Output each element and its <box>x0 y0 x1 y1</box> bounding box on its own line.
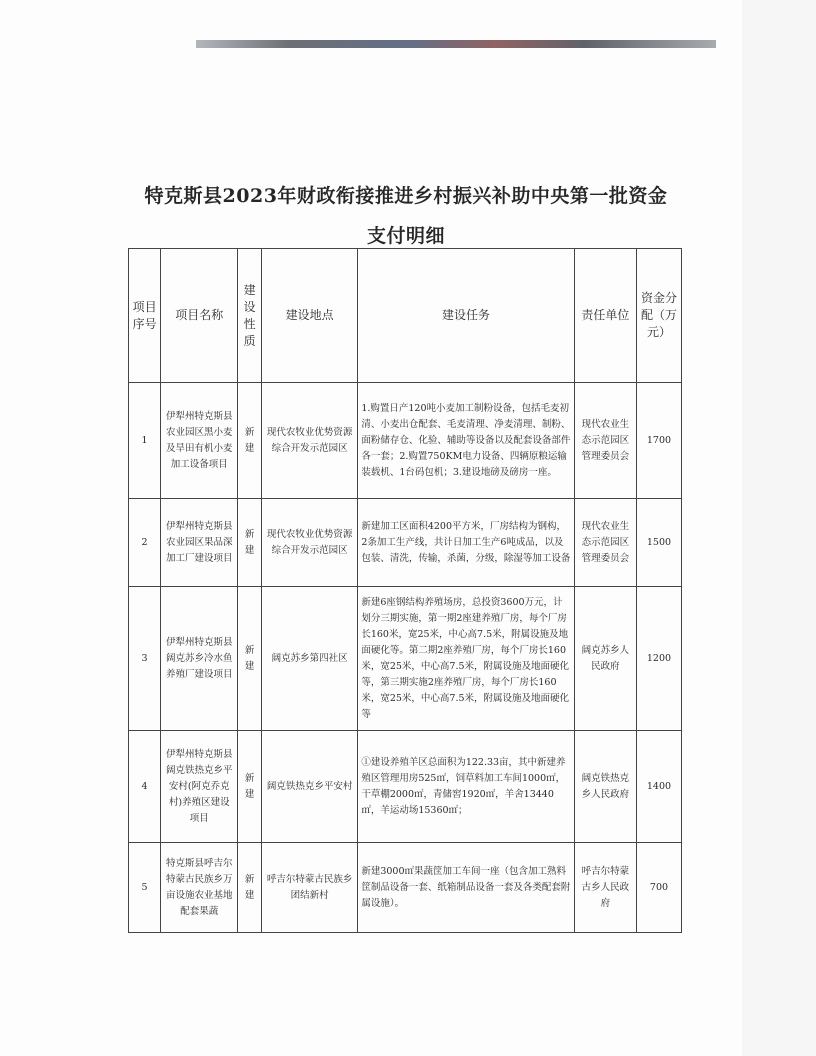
title-line-2: 支付明细 <box>366 225 445 247</box>
cell-name: 伊犁州特克斯县阔克苏乡冷水鱼养殖厂建设项目 <box>161 587 238 731</box>
header-location: 建设地点 <box>261 249 357 383</box>
cell-name: 伊犁州特克斯县农业园区黑小麦及旱田有机小麦加工设备项目 <box>161 383 238 499</box>
cell-seq: 1 <box>129 383 161 499</box>
table-row <box>129 383 682 499</box>
cell-name: 特克斯县呼吉尔特蒙古民族乡万亩设施农业基地配套果蔬 <box>161 843 238 933</box>
header-seq: 项目序号 <box>129 249 161 383</box>
payment-table <box>128 248 682 933</box>
header-row <box>129 249 682 383</box>
header-unit: 责任单位 <box>574 249 636 383</box>
cell-nature: 新建 <box>238 499 262 587</box>
cell-seq: 5 <box>129 843 161 933</box>
cell-unit: 呼吉尔特蒙古乡人民政府 <box>574 843 636 933</box>
table-row <box>129 499 682 587</box>
cell-task: 1.购置日产120吨小麦加工制粉设备，包括毛麦初清、小麦出仓配套、毛麦清理、净麦清理、制粉、面粉储存仓、化验、辅助等设备以及配套设备部件各一套；2.购置750KM电力设备、四辆原粮运输装载机、1台码包机；3.建设地磅及磅房一座。 <box>358 383 574 499</box>
cell-unit: 阔克苏乡人民政府 <box>574 587 636 731</box>
cell-location: 阔克苏乡第四社区 <box>261 587 357 731</box>
cell-task: 新建加工区面积4200平方米，厂房结构为钢构，2条加工生产线，共计日加工生产6吨成品，以及包装、清洗，传输，杀菌，分级，除湿等加工设备 <box>358 499 574 587</box>
cell-funds: 1700 <box>636 383 681 499</box>
header-task: 建设任务 <box>358 249 574 383</box>
cell-unit: 现代农业生态示范园区管理委员会 <box>574 383 636 499</box>
cell-location: 现代农牧业优势资源综合开发示范园区 <box>261 383 357 499</box>
table-row <box>129 731 682 843</box>
cell-location: 呼吉尔特蒙古民族乡团结新村 <box>261 843 357 933</box>
header-nature: 建设性质 <box>238 249 262 383</box>
scan-artifact <box>196 40 716 48</box>
cell-location: 现代农牧业优势资源综合开发示范园区 <box>261 499 357 587</box>
cell-unit: 现代农业生态示范园区管理委员会 <box>574 499 636 587</box>
cell-nature: 新建 <box>238 731 262 843</box>
cell-funds: 1400 <box>636 731 681 843</box>
cell-name: 伊犁州特克斯县阔克铁热克乡平安村(阿克乔克村)养殖区建设项目 <box>161 731 238 843</box>
header-funds: 资金分配（万元） <box>636 249 681 383</box>
header-name: 项目名称 <box>161 249 238 383</box>
cell-seq: 4 <box>129 731 161 843</box>
cell-location: 阔克铁热克乡平安村 <box>261 731 357 843</box>
page-edge <box>742 0 816 1056</box>
table-row <box>129 843 682 933</box>
cell-name: 伊犁州特克斯县农业园区果品深加工厂建设项目 <box>161 499 238 587</box>
cell-nature: 新建 <box>238 587 262 731</box>
cell-seq: 2 <box>129 499 161 587</box>
cell-nature: 新建 <box>238 383 262 499</box>
title-line-1: 特克斯县2023年财政衔接推进乡村振兴补助中央第一批资金 <box>144 185 668 207</box>
cell-funds: 1500 <box>636 499 681 587</box>
document-title <box>126 176 686 256</box>
cell-unit: 阔克铁热克乡人民政府 <box>574 731 636 843</box>
cell-funds: 700 <box>636 843 681 933</box>
cell-nature: 新建 <box>238 843 262 933</box>
cell-task: ①建设养殖羊区总面积为122.33亩，其中新建养殖区管理用房525㎡，饲草料加工车间1000㎡，干草棚2000㎡，青储窖1920㎡，羊舍13440㎡，羊运动场15360㎡； <box>358 731 574 843</box>
cell-task: 新建6座钢结构养殖场房，总投资3600万元，计划分三期实施，第一期2座建养殖厂房，每个厂房长160米，宽25米，中心高7.5米，附属设施及地面硬化等。第二期2座养殖厂房，每个厂房长160米，宽25米，中心高7.5米，附属设施及地面硬化等，第三期实施2座养殖厂房，每个厂房长160米，宽25米，中心高7.5米，附属设施及地面硬化等 <box>358 587 574 731</box>
cell-funds: 1200 <box>636 587 681 731</box>
cell-seq: 3 <box>129 587 161 731</box>
table-row <box>129 587 682 731</box>
cell-task: 新建3000㎡果蔬筐加工车间一座（包含加工熟料筐制品设备一套、纸箱制品设备一套及各类配套附属设施）。 <box>358 843 574 933</box>
